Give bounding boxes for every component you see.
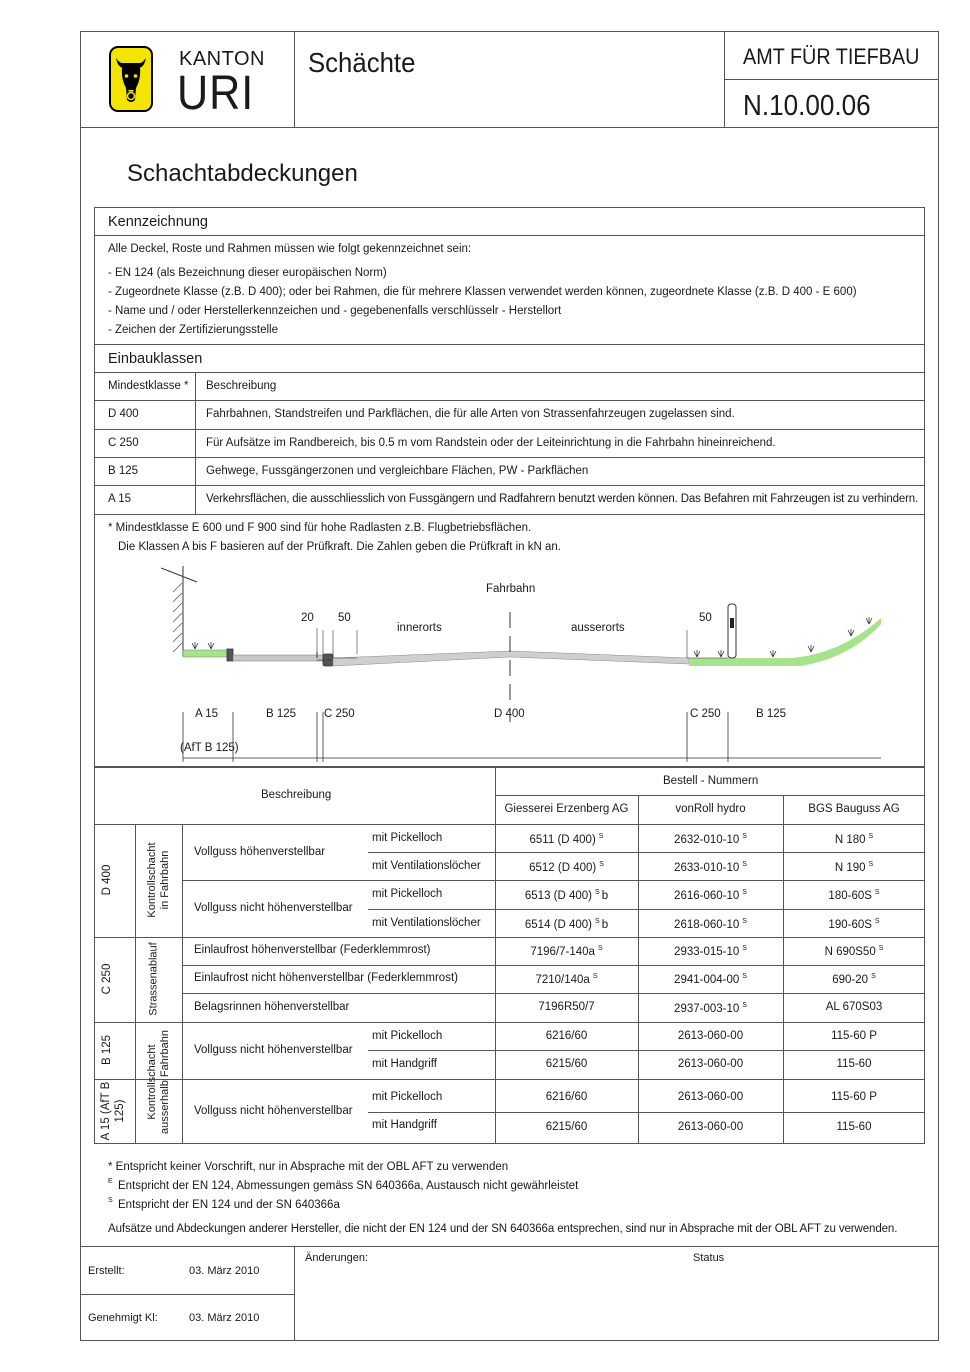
order-number-value: 180-60S	[828, 889, 872, 902]
einbauklassen-heading: Einbauklassen	[108, 351, 203, 367]
section-title: Schachtabdeckungen	[127, 160, 358, 187]
row-variant: mit Ventilationslöcher	[372, 860, 481, 872]
standard-mark: S	[742, 889, 747, 896]
erzenberg-number	[495, 1122, 638, 1134]
vonroll-number	[638, 1031, 783, 1043]
column-header-class: Mindestklasse *	[108, 380, 189, 392]
order-number-value: 2613-060-00	[677, 1091, 744, 1103]
order-number-value: 6216/60	[545, 1091, 588, 1103]
row-description: Vollguss nicht höhenverstellbar	[194, 902, 353, 914]
created-date: 03. März 2010	[189, 1265, 260, 1277]
manufacturer-header: BGS Bauguss AG	[808, 803, 900, 815]
approved-date: 03. März 2010	[189, 1312, 260, 1324]
order-number-value: 2613-060-00	[677, 1030, 744, 1042]
order-number-value: N 180	[834, 833, 866, 846]
order-number-value: 690-20	[832, 973, 869, 986]
page-title: Schächte	[308, 47, 416, 78]
order-number-value: 7196R50/7	[538, 1001, 595, 1013]
erzenberg-number	[495, 1059, 638, 1071]
footnote-final: Aufsätze und Abdeckungen anderer Hersteller, die nicht der EN 124 und der SN 640366a entsprechen, sind nur in Absprache mit der OBL AFT zu verwenden.	[108, 1223, 898, 1235]
standard-mark: S	[868, 833, 874, 840]
order-number-value: 2616-060-10	[674, 889, 740, 902]
aft-note: (AfT B 125)	[180, 742, 239, 754]
vonroll-number	[638, 861, 783, 874]
group-class-label: B 125	[101, 1034, 114, 1066]
order-number-value: 115-60 P	[831, 1091, 877, 1103]
row-description: Einlaufrost höhenverstellbar (Federklemmrost)	[194, 944, 431, 956]
row-variant: mit Pickelloch	[372, 1030, 443, 1042]
erzenberg-number	[495, 889, 638, 902]
bgs-number	[783, 945, 925, 958]
standard-mark: S	[742, 1002, 747, 1009]
class-note: Die Klassen A bis F basieren auf der Prüfkraft. Die Zahlen geben die Prüfkraft in kN an.	[118, 541, 561, 553]
standard-mark: S	[595, 889, 600, 896]
kennzeichnung-item: - Zeichen der Zertifizierungsstelle	[108, 324, 279, 336]
bgs-number	[783, 1031, 925, 1043]
order-number-suffix: b	[601, 889, 609, 902]
order-number-value: 6512 (D 400)	[529, 861, 597, 874]
kennzeichnung-item: - Name und / oder Herstellerkennzeichen und - gegebenenfalls verschlüsselr - Herstellort	[108, 305, 562, 317]
row-variant: mit Ventilationslöcher	[372, 917, 481, 929]
erzenberg-number	[495, 833, 638, 846]
erzenberg-number	[495, 945, 638, 958]
vonroll-number	[638, 945, 783, 958]
order-number-value: AL 670S03	[825, 1001, 883, 1013]
order-number-value: 115-60 P	[831, 1030, 877, 1042]
class-description: Verkehrsflächen, die ausschliesslich von Fussgängern und Radfahrern benutzt werden können. Das Befahren mit Fahrzeugen ist zu verhindern.	[206, 493, 919, 505]
erzenberg-number	[495, 1092, 638, 1104]
footnote-mark: S	[108, 1197, 113, 1204]
standard-mark: S	[742, 918, 747, 925]
order-number-value: N 190	[834, 861, 866, 874]
group-class-label: D 400	[101, 864, 114, 896]
order-number-value: 2613-060-00	[677, 1121, 744, 1133]
erzenberg-number	[495, 918, 638, 931]
order-number-value: 6514 (D 400)	[524, 918, 593, 931]
footnote: * Entspricht keiner Vorschrift, nur in Absprache mit der OBL AFT zu verwenden	[108, 1161, 509, 1173]
canton-logo	[109, 46, 265, 120]
department-name: AMT FÜR TIEFBAU	[743, 44, 920, 69]
zone-label: A 15	[195, 708, 219, 720]
class-description: Für Aufsätze im Randbereich, bis 0.5 m vom Randstein oder der Leiteinrichtung in die Fahrbahn hineinreichend.	[206, 437, 776, 449]
kennzeichnung-heading: Kennzeichnung	[108, 214, 208, 230]
column-header-bestell: Bestell - Nummern	[663, 775, 759, 787]
group-class-label: C 250	[101, 963, 114, 995]
zone-label: C 250	[324, 708, 355, 720]
class-name: D 400	[108, 408, 139, 420]
uri-bull-icon	[109, 46, 153, 112]
approved-label: Genehmigt Kl:	[88, 1312, 158, 1324]
zone-label: D 400	[494, 708, 525, 720]
order-number-value: 6215/60	[545, 1121, 588, 1133]
bgs-number	[783, 1122, 925, 1134]
row-variant: mit Handgriff	[372, 1058, 437, 1070]
standard-mark: S	[742, 945, 747, 952]
order-number-value: N 690S50	[824, 945, 876, 958]
row-description: Vollguss nicht höhenverstellbar	[194, 1105, 353, 1117]
order-number-value: 2613-060-00	[677, 1058, 744, 1070]
created-label: Erstellt:	[88, 1265, 125, 1277]
order-number-value: 115-60	[836, 1121, 872, 1133]
vonroll-number	[638, 973, 783, 986]
zone-label: C 250	[690, 708, 721, 720]
row-description: Vollguss höhenverstellbar	[194, 846, 326, 858]
logo-kanton-text: KANTON	[179, 48, 265, 70]
row-description: Einlaufrost nicht höhenverstellbar (Federklemmrost)	[194, 972, 458, 984]
changes-label: Änderungen:	[305, 1252, 368, 1264]
order-number-value: 190-60S	[828, 918, 872, 931]
order-number-value: 6513 (D 400)	[524, 889, 593, 902]
order-number-value: 2933-015-10	[674, 945, 740, 958]
standard-mark: S	[874, 918, 880, 925]
standard-mark: S	[878, 945, 884, 952]
standard-mark: S	[742, 833, 747, 840]
order-number-value: 7210/140a	[535, 973, 590, 986]
vonroll-number	[638, 1002, 783, 1015]
standard-mark: S	[742, 861, 747, 868]
footnote-mark: E	[108, 1178, 113, 1185]
order-number-suffix: b	[601, 918, 609, 931]
innerorts-label: innerorts	[397, 622, 442, 634]
order-number-value: 2633-010-10	[674, 861, 740, 874]
order-number-value: 6215/60	[545, 1058, 588, 1070]
group-type-label: Kontrollschacht in Fahrbahn	[145, 842, 171, 918]
footnote: Entspricht der EN 124, Abmessungen gemäss SN 640366a, Austausch nicht gewährleistet	[118, 1180, 579, 1192]
vonroll-number	[638, 1092, 783, 1104]
standard-mark: S	[742, 973, 747, 980]
vonroll-number	[638, 833, 783, 846]
class-name: B 125	[108, 465, 139, 477]
manufacturer-header: Giesserei Erzenberg AG	[504, 803, 629, 815]
kennzeichnung-item: - Zugeordnete Klasse (z.B. D 400); oder bei Rahmen, die für mehrere Klassen verwendet werden können, zugeordnete Klasse (z.B. D 400 - E 600)	[108, 286, 857, 298]
document-page	[80, 31, 939, 1341]
manufacturer-header: vonRoll hydro	[675, 803, 746, 815]
bgs-number	[783, 918, 925, 931]
zone-label: B 125	[756, 708, 787, 720]
order-number-value: 7196/7-140a	[530, 945, 595, 958]
standard-mark: S	[592, 973, 598, 980]
bgs-number	[783, 973, 925, 986]
group-type-label: Kontrollschacht ausserhalb Fahrbahn	[145, 1030, 171, 1134]
ausserorts-label: ausserorts	[571, 622, 625, 634]
dimension-label: 50	[338, 612, 351, 624]
dimension-label: 20	[301, 612, 314, 624]
vonroll-number	[638, 1122, 783, 1134]
row-variant: mit Pickelloch	[372, 1091, 443, 1103]
bgs-number	[783, 1002, 925, 1014]
erzenberg-number	[495, 973, 638, 986]
order-number-value: 2618-060-10	[674, 918, 740, 931]
vonroll-number	[638, 1059, 783, 1071]
kennzeichnung-item: - EN 124 (als Bezeichnung dieser europäischen Norm)	[108, 267, 387, 279]
status-label: Status	[693, 1252, 725, 1264]
bgs-number	[783, 1059, 925, 1071]
erzenberg-number	[495, 1002, 638, 1014]
column-header-beschreibung: Beschreibung	[261, 789, 332, 801]
footnote: Entspricht der EN 124 und der SN 640366a	[118, 1199, 340, 1211]
standard-mark: S	[595, 918, 600, 925]
row-variant: mit Pickelloch	[372, 888, 443, 900]
row-variant: mit Pickelloch	[372, 832, 443, 844]
logo-uri-text: URI	[177, 67, 255, 120]
class-note: * Mindestklasse E 600 und F 900 sind für hohe Radlasten z.B. Flugbetriebsflächen.	[108, 522, 532, 534]
group-type-label: Strassenablauf	[147, 942, 160, 1016]
class-name: C 250	[108, 437, 139, 449]
standard-mark: S	[868, 861, 874, 868]
bgs-number	[783, 889, 925, 902]
zone-label: B 125	[266, 708, 297, 720]
row-description: Belagsrinnen höhenverstellbar	[194, 1001, 350, 1013]
group-class-label: A 15 (AfT B 125)	[100, 1081, 126, 1141]
erzenberg-number	[495, 861, 638, 874]
standard-mark: S	[874, 889, 880, 896]
standard-mark: S	[599, 861, 604, 868]
order-number-value: 2941-004-00	[674, 973, 740, 986]
column-header-description: Beschreibung	[206, 380, 277, 392]
standard-mark: S	[597, 945, 603, 952]
vonroll-number	[638, 889, 783, 902]
class-description: Fahrbahnen, Standstreifen und Parkflächen, die für alle Arten von Strassenfahrzeugen zugelassen sind.	[206, 408, 735, 420]
order-number-value: 115-60	[836, 1058, 872, 1070]
class-description: Gehwege, Fussgängerzonen und vergleichbare Flächen, PW - Parkflächen	[206, 465, 589, 477]
bgs-number	[783, 1092, 925, 1104]
kennzeichnung-intro: Alle Deckel, Roste und Rahmen müssen wie folgt gekennzeichnet sein:	[108, 243, 472, 255]
row-description: Vollguss nicht höhenverstellbar	[194, 1044, 353, 1056]
row-variant: mit Handgriff	[372, 1119, 437, 1131]
bgs-number	[783, 833, 925, 846]
document-number: N.10.00.06	[743, 90, 871, 122]
erzenberg-number	[495, 1031, 638, 1043]
order-number-value: 2937-003-10	[674, 1002, 740, 1015]
dimension-label: 50	[699, 612, 712, 624]
vonroll-number	[638, 918, 783, 931]
standard-mark: S	[598, 833, 604, 840]
order-number-value: 2632-010-10	[674, 833, 740, 846]
order-number-value: 6511 (D 400)	[529, 833, 596, 846]
standard-mark: S	[871, 973, 876, 980]
class-name: A 15	[108, 493, 132, 505]
bgs-number	[783, 861, 925, 874]
order-number-value: 6216/60	[545, 1030, 588, 1042]
fahrbahn-label: Fahrbahn	[486, 583, 536, 595]
